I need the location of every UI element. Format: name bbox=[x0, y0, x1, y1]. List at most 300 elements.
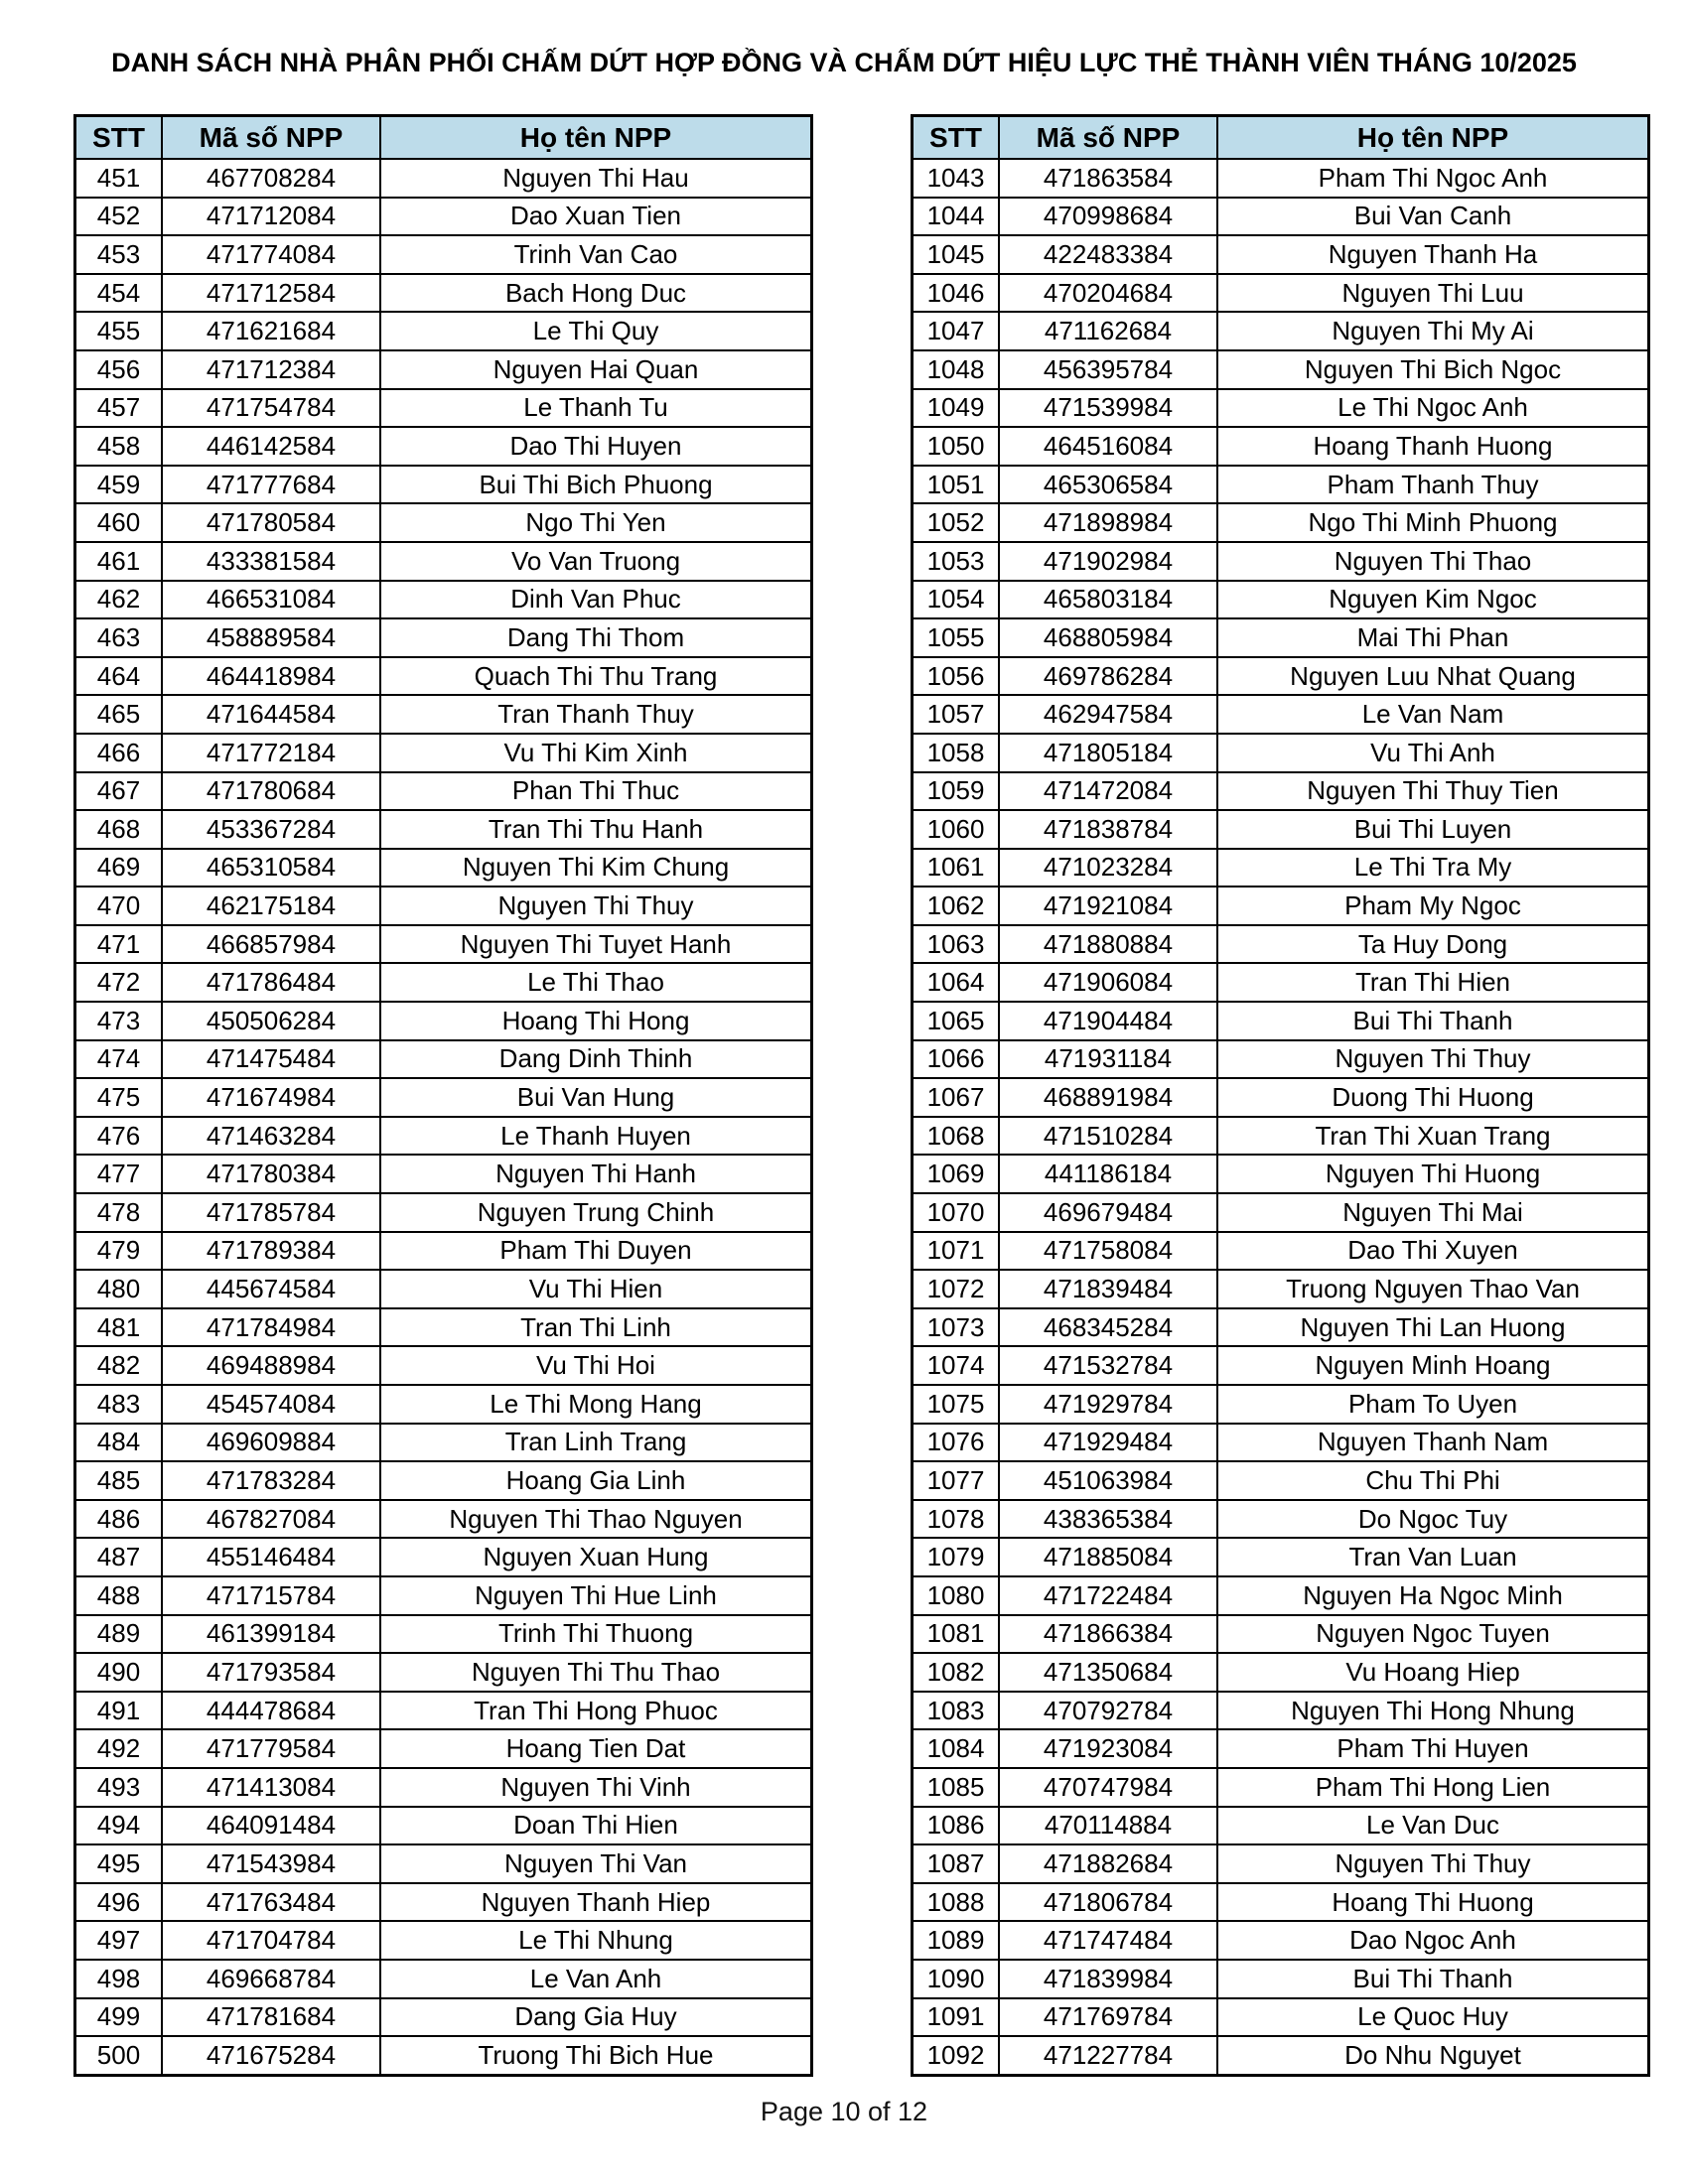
cell-ma-so-npp: 433381584 bbox=[162, 542, 380, 581]
cell-ma-so-npp: 471712084 bbox=[162, 198, 380, 236]
cell-stt: 1050 bbox=[913, 427, 1000, 466]
cell-ma-so-npp: 471674984 bbox=[162, 1078, 380, 1117]
cell-stt: 1059 bbox=[913, 772, 1000, 811]
cell-ho-ten-npp: Nguyen Thi Hanh bbox=[380, 1155, 812, 1193]
cell-ma-so-npp: 471863584 bbox=[999, 159, 1217, 198]
cell-ma-so-npp: 471621684 bbox=[162, 312, 380, 350]
cell-ho-ten-npp: Chu Thi Phi bbox=[1217, 1461, 1649, 1500]
cell-ho-ten-npp: Nguyen Thi Mai bbox=[1217, 1193, 1649, 1232]
cell-stt: 498 bbox=[75, 1960, 163, 1998]
table-row bbox=[913, 1998, 1649, 2037]
cell-ho-ten-npp: Bui Van Canh bbox=[1217, 198, 1649, 236]
cell-ma-so-npp: 471704784 bbox=[162, 1921, 380, 1960]
cell-stt: 1065 bbox=[913, 1002, 1000, 1040]
cell-ho-ten-npp: Nguyen Thi Vinh bbox=[380, 1768, 812, 1807]
page-number: Page 10 of 12 bbox=[760, 2097, 928, 2126]
cell-ma-so-npp: 471769784 bbox=[999, 1998, 1217, 2037]
table-row bbox=[913, 159, 1649, 198]
cell-ho-ten-npp: Pham My Ngoc bbox=[1217, 887, 1649, 925]
cell-ma-so-npp: 471785784 bbox=[162, 1193, 380, 1232]
table-body-left bbox=[75, 159, 812, 2075]
cell-ma-so-npp: 453367284 bbox=[162, 810, 380, 849]
cell-ho-ten-npp: Nguyen Thi Thao Nguyen bbox=[380, 1500, 812, 1539]
cell-ma-so-npp: 438365384 bbox=[999, 1500, 1217, 1539]
cell-ma-so-npp: 470792784 bbox=[999, 1692, 1217, 1730]
cell-stt: 1086 bbox=[913, 1807, 1000, 1845]
cell-stt: 1083 bbox=[913, 1692, 1000, 1730]
cell-ma-so-npp: 464516084 bbox=[999, 427, 1217, 466]
cell-stt: 1082 bbox=[913, 1653, 1000, 1692]
cell-ho-ten-npp: Doan Thi Hien bbox=[380, 1807, 812, 1845]
cell-stt: 1075 bbox=[913, 1385, 1000, 1424]
table-row bbox=[75, 1692, 812, 1730]
cell-ho-ten-npp: Pham Thi Ngoc Anh bbox=[1217, 159, 1649, 198]
table-row bbox=[75, 1921, 812, 1960]
cell-ho-ten-npp: Tran Thi Hong Phuoc bbox=[380, 1692, 812, 1730]
cell-ma-so-npp: 471715784 bbox=[162, 1576, 380, 1615]
cell-ma-so-npp: 470204684 bbox=[999, 274, 1217, 313]
cell-ma-so-npp: 446142584 bbox=[162, 427, 380, 466]
table-row bbox=[913, 198, 1649, 236]
cell-stt: 1043 bbox=[913, 159, 1000, 198]
cell-ho-ten-npp: Tran Thi Xuan Trang bbox=[1217, 1117, 1649, 1156]
cell-ma-so-npp: 470747984 bbox=[999, 1768, 1217, 1807]
cell-ho-ten-npp: Bui Thi Thanh bbox=[1217, 1960, 1649, 1998]
cell-stt: 475 bbox=[75, 1078, 163, 1117]
cell-ma-so-npp: 471539984 bbox=[999, 389, 1217, 428]
cell-ho-ten-npp: Do Ngoc Tuy bbox=[1217, 1500, 1649, 1539]
cell-ho-ten-npp: Nguyen Thi Thuy bbox=[1217, 1844, 1649, 1883]
cell-ma-so-npp: 471532784 bbox=[999, 1346, 1217, 1385]
cell-stt: 460 bbox=[75, 503, 163, 542]
table-row bbox=[913, 1921, 1649, 1960]
cell-ma-so-npp: 450506284 bbox=[162, 1002, 380, 1040]
cell-stt: 458 bbox=[75, 427, 163, 466]
table-row bbox=[913, 1461, 1649, 1500]
cell-ho-ten-npp: Do Nhu Nguyet bbox=[1217, 2036, 1649, 2075]
table-row bbox=[913, 1883, 1649, 1922]
cell-ma-so-npp: 471712384 bbox=[162, 350, 380, 389]
cell-ma-so-npp: 471838784 bbox=[999, 810, 1217, 849]
table-row bbox=[913, 618, 1649, 657]
cell-ma-so-npp: 471781684 bbox=[162, 1998, 380, 2037]
table-row bbox=[913, 1768, 1649, 1807]
cell-stt: 472 bbox=[75, 963, 163, 1002]
cell-ho-ten-npp: Dinh Van Phuc bbox=[380, 581, 812, 619]
cell-stt: 1055 bbox=[913, 618, 1000, 657]
table-row bbox=[75, 389, 812, 428]
cell-stt: 1085 bbox=[913, 1768, 1000, 1807]
table-row bbox=[75, 1385, 812, 1424]
table-row bbox=[913, 2036, 1649, 2075]
table-row bbox=[913, 772, 1649, 811]
cell-stt: 461 bbox=[75, 542, 163, 581]
cell-ho-ten-npp: Tran Van Luan bbox=[1217, 1538, 1649, 1576]
table-row bbox=[75, 734, 812, 772]
cell-ma-so-npp: 470114884 bbox=[999, 1807, 1217, 1845]
cell-ma-so-npp: 471712584 bbox=[162, 274, 380, 313]
cell-ho-ten-npp: Nguyen Thi Thuy Tien bbox=[1217, 772, 1649, 811]
cell-ma-so-npp: 455146484 bbox=[162, 1538, 380, 1576]
cell-ho-ten-npp: Nguyen Ha Ngoc Minh bbox=[1217, 1576, 1649, 1615]
cell-ho-ten-npp: Tran Linh Trang bbox=[380, 1424, 812, 1462]
cell-ma-so-npp: 468345284 bbox=[999, 1308, 1217, 1347]
table-row bbox=[75, 1270, 812, 1308]
cell-ho-ten-npp: Nguyen Thi Hau bbox=[380, 159, 812, 198]
cell-stt: 459 bbox=[75, 466, 163, 504]
cell-ho-ten-npp: Tran Thi Linh bbox=[380, 1308, 812, 1347]
cell-ma-so-npp: 466531084 bbox=[162, 581, 380, 619]
cell-stt: 1067 bbox=[913, 1078, 1000, 1117]
table-row bbox=[913, 235, 1649, 274]
table-row bbox=[75, 657, 812, 696]
table-row bbox=[75, 159, 812, 198]
table-row bbox=[913, 657, 1649, 696]
table-row bbox=[75, 1193, 812, 1232]
cell-stt: 478 bbox=[75, 1193, 163, 1232]
table-row bbox=[913, 1576, 1649, 1615]
table-row bbox=[75, 1078, 812, 1117]
cell-ho-ten-npp: Nguyen Xuan Hung bbox=[380, 1538, 812, 1576]
table-row bbox=[75, 1346, 812, 1385]
cell-stt: 462 bbox=[75, 581, 163, 619]
cell-ho-ten-npp: Dang Thi Thom bbox=[380, 618, 812, 657]
cell-ma-so-npp: 471783284 bbox=[162, 1461, 380, 1500]
cell-stt: 1053 bbox=[913, 542, 1000, 581]
cell-ma-so-npp: 451063984 bbox=[999, 1461, 1217, 1500]
cell-ma-so-npp: 462947584 bbox=[999, 695, 1217, 734]
cell-ma-so-npp: 471763484 bbox=[162, 1883, 380, 1922]
cell-ho-ten-npp: Nguyen Thi Thuy bbox=[380, 887, 812, 925]
cell-stt: 1078 bbox=[913, 1500, 1000, 1539]
cell-ma-so-npp: 471866384 bbox=[999, 1615, 1217, 1654]
table-row bbox=[75, 772, 812, 811]
cell-ma-so-npp: 471475484 bbox=[162, 1040, 380, 1079]
cell-ho-ten-npp: Pham Thi Hong Lien bbox=[1217, 1768, 1649, 1807]
table-row bbox=[913, 810, 1649, 849]
cell-ma-so-npp: 471929484 bbox=[999, 1424, 1217, 1462]
cell-ho-ten-npp: Nguyen Kim Ngoc bbox=[1217, 581, 1649, 619]
cell-ho-ten-npp: Nguyen Thi My Ai bbox=[1217, 312, 1649, 350]
cell-ma-so-npp: 471929784 bbox=[999, 1385, 1217, 1424]
cell-ma-so-npp: 445674584 bbox=[162, 1270, 380, 1308]
cell-ma-so-npp: 461399184 bbox=[162, 1615, 380, 1654]
cell-ma-so-npp: 469679484 bbox=[999, 1193, 1217, 1232]
cell-stt: 454 bbox=[75, 274, 163, 313]
cell-stt: 464 bbox=[75, 657, 163, 696]
cell-stt: 470 bbox=[75, 887, 163, 925]
table-row bbox=[913, 1078, 1649, 1117]
cell-ho-ten-npp: Dao Thi Xuyen bbox=[1217, 1232, 1649, 1271]
cell-stt: 465 bbox=[75, 695, 163, 734]
cell-ma-so-npp: 471931184 bbox=[999, 1040, 1217, 1079]
cell-ho-ten-npp: Nguyen Thi Van bbox=[380, 1844, 812, 1883]
table-row bbox=[75, 466, 812, 504]
table-row bbox=[75, 1538, 812, 1576]
cell-stt: 1070 bbox=[913, 1193, 1000, 1232]
cell-ma-so-npp: 465803184 bbox=[999, 581, 1217, 619]
cell-ho-ten-npp: Nguyen Thi Hue Linh bbox=[380, 1576, 812, 1615]
cell-ma-so-npp: 471779584 bbox=[162, 1729, 380, 1768]
cell-ho-ten-npp: Nguyen Thi Thu Thao bbox=[380, 1653, 812, 1692]
cell-stt: 1080 bbox=[913, 1576, 1000, 1615]
page-title: DANH SÁCH NHÀ PHÂN PHỐI CHẤM DỨT HỢP ĐỒNG VÀ CHẤM DỨT HIỆU LỰC THẺ THÀNH VIÊN THÁNG 10/2025 bbox=[111, 48, 1577, 77]
table-row bbox=[913, 427, 1649, 466]
cell-ho-ten-npp: Pham To Uyen bbox=[1217, 1385, 1649, 1424]
cell-ho-ten-npp: Ta Huy Dong bbox=[1217, 925, 1649, 964]
cell-ho-ten-npp: Nguyen Minh Hoang bbox=[1217, 1346, 1649, 1385]
cell-ma-so-npp: 468805984 bbox=[999, 618, 1217, 657]
cell-ho-ten-npp: Vu Thi Hien bbox=[380, 1270, 812, 1308]
header-row bbox=[913, 116, 1649, 160]
cell-ma-so-npp: 469668784 bbox=[162, 1960, 380, 1998]
table-row bbox=[75, 542, 812, 581]
cell-stt: 1077 bbox=[913, 1461, 1000, 1500]
table-row bbox=[913, 1615, 1649, 1654]
cell-ho-ten-npp: Le Thanh Huyen bbox=[380, 1117, 812, 1156]
table-row bbox=[75, 198, 812, 236]
table-row bbox=[75, 849, 812, 887]
cell-ma-so-npp: 471880884 bbox=[999, 925, 1217, 964]
cell-ma-so-npp: 462175184 bbox=[162, 887, 380, 925]
cell-stt: 1062 bbox=[913, 887, 1000, 925]
table-row bbox=[913, 1729, 1649, 1768]
cell-ho-ten-npp: Nguyen Trung Chinh bbox=[380, 1193, 812, 1232]
table-row bbox=[75, 1807, 812, 1845]
cell-ho-ten-npp: Nguyen Thi Huong bbox=[1217, 1155, 1649, 1193]
cell-ho-ten-npp: Le Van Nam bbox=[1217, 695, 1649, 734]
cell-stt: 500 bbox=[75, 2036, 163, 2075]
cell-ho-ten-npp: Hoang Thanh Huong bbox=[1217, 427, 1649, 466]
cell-ma-so-npp: 441186184 bbox=[999, 1155, 1217, 1193]
cell-ho-ten-npp: Vu Thi Kim Xinh bbox=[380, 734, 812, 772]
table-row bbox=[75, 1117, 812, 1156]
table-row bbox=[75, 887, 812, 925]
cell-ho-ten-npp: Bui Thi Thanh bbox=[1217, 1002, 1649, 1040]
cell-ho-ten-npp: Le Thanh Tu bbox=[380, 389, 812, 428]
cell-ho-ten-npp: Vo Van Truong bbox=[380, 542, 812, 581]
cell-stt: 488 bbox=[75, 1576, 163, 1615]
cell-ho-ten-npp: Dao Thi Huyen bbox=[380, 427, 812, 466]
table-row bbox=[913, 1653, 1649, 1692]
cell-ho-ten-npp: Vu Thi Anh bbox=[1217, 734, 1649, 772]
cell-stt: 1058 bbox=[913, 734, 1000, 772]
cell-stt: 477 bbox=[75, 1155, 163, 1193]
table-row bbox=[913, 963, 1649, 1002]
table-row bbox=[913, 1500, 1649, 1539]
table-row bbox=[75, 1002, 812, 1040]
cell-stt: 1061 bbox=[913, 849, 1000, 887]
cell-ma-so-npp: 471789384 bbox=[162, 1232, 380, 1271]
cell-stt: 473 bbox=[75, 1002, 163, 1040]
header-row bbox=[75, 116, 812, 160]
cell-stt: 1044 bbox=[913, 198, 1000, 236]
cell-ma-so-npp: 471882684 bbox=[999, 1844, 1217, 1883]
cell-stt: 1048 bbox=[913, 350, 1000, 389]
cell-ho-ten-npp: Nguyen Thanh Nam bbox=[1217, 1424, 1649, 1462]
cell-ma-so-npp: 471644584 bbox=[162, 695, 380, 734]
table-row bbox=[913, 542, 1649, 581]
cell-ma-so-npp: 469786284 bbox=[999, 657, 1217, 696]
cell-ho-ten-npp: Truong Nguyen Thao Van bbox=[1217, 1270, 1649, 1308]
cell-stt: 1064 bbox=[913, 963, 1000, 1002]
cell-ma-so-npp: 471921084 bbox=[999, 887, 1217, 925]
cell-ho-ten-npp: Ngo Thi Yen bbox=[380, 503, 812, 542]
cell-ho-ten-npp: Tran Thi Hien bbox=[1217, 963, 1649, 1002]
cell-ma-so-npp: 471806784 bbox=[999, 1883, 1217, 1922]
cell-ho-ten-npp: Nguyen Thi Bich Ngoc bbox=[1217, 350, 1649, 389]
cell-stt: 1068 bbox=[913, 1117, 1000, 1156]
cell-stt: 453 bbox=[75, 235, 163, 274]
cell-ho-ten-npp: Pham Thi Huyen bbox=[1217, 1729, 1649, 1768]
cell-ho-ten-npp: Dang Dinh Thinh bbox=[380, 1040, 812, 1079]
cell-stt: 493 bbox=[75, 1768, 163, 1807]
cell-ho-ten-npp: Le Quoc Huy bbox=[1217, 1998, 1649, 2037]
table-row bbox=[75, 1232, 812, 1271]
column-header-ho-ten-npp: Họ tên NPP bbox=[380, 116, 812, 160]
table-row bbox=[75, 1500, 812, 1539]
table-header bbox=[75, 116, 812, 160]
cell-stt: 1089 bbox=[913, 1921, 1000, 1960]
table-row bbox=[75, 350, 812, 389]
cell-ma-so-npp: 456395784 bbox=[999, 350, 1217, 389]
cell-ho-ten-npp: Vu Hoang Hiep bbox=[1217, 1653, 1649, 1692]
cell-stt: 1084 bbox=[913, 1729, 1000, 1768]
cell-stt: 467 bbox=[75, 772, 163, 811]
cell-ho-ten-npp: Tran Thi Thu Hanh bbox=[380, 810, 812, 849]
cell-ho-ten-npp: Nguyen Thi Thao bbox=[1217, 542, 1649, 581]
cell-ma-so-npp: 444478684 bbox=[162, 1692, 380, 1730]
cell-ho-ten-npp: Le Van Anh bbox=[380, 1960, 812, 1998]
cell-stt: 480 bbox=[75, 1270, 163, 1308]
table-row bbox=[913, 925, 1649, 964]
cell-ho-ten-npp: Nguyen Thanh Hiep bbox=[380, 1883, 812, 1922]
cell-stt: 1057 bbox=[913, 695, 1000, 734]
cell-stt: 484 bbox=[75, 1424, 163, 1462]
table-row bbox=[913, 1844, 1649, 1883]
cell-stt: 468 bbox=[75, 810, 163, 849]
table-row bbox=[913, 312, 1649, 350]
table-row bbox=[913, 1424, 1649, 1462]
cell-ho-ten-npp: Phan Thi Thuc bbox=[380, 772, 812, 811]
cell-ho-ten-npp: Le Thi Tra My bbox=[1217, 849, 1649, 887]
cell-ma-so-npp: 471463284 bbox=[162, 1117, 380, 1156]
table-row bbox=[913, 389, 1649, 428]
cell-stt: 1090 bbox=[913, 1960, 1000, 1998]
cell-ma-so-npp: 471906084 bbox=[999, 963, 1217, 1002]
cell-ho-ten-npp: Ngo Thi Minh Phuong bbox=[1217, 503, 1649, 542]
cell-ma-so-npp: 471722484 bbox=[999, 1576, 1217, 1615]
table-row bbox=[913, 887, 1649, 925]
cell-stt: 1063 bbox=[913, 925, 1000, 964]
cell-ho-ten-npp: Nguyen Luu Nhat Quang bbox=[1217, 657, 1649, 696]
cell-ma-so-npp: 422483384 bbox=[999, 235, 1217, 274]
cell-stt: 469 bbox=[75, 849, 163, 887]
table-row bbox=[75, 618, 812, 657]
cell-ho-ten-npp: Nguyen Hai Quan bbox=[380, 350, 812, 389]
table-row bbox=[75, 925, 812, 964]
cell-stt: 495 bbox=[75, 1844, 163, 1883]
cell-ma-so-npp: 467827084 bbox=[162, 1500, 380, 1539]
cell-ho-ten-npp: Dao Xuan Tien bbox=[380, 198, 812, 236]
cell-ho-ten-npp: Bui Thi Luyen bbox=[1217, 810, 1649, 849]
cell-ma-so-npp: 471777684 bbox=[162, 466, 380, 504]
table-row bbox=[75, 1461, 812, 1500]
cell-ma-so-npp: 458889584 bbox=[162, 618, 380, 657]
cell-ho-ten-npp: Le Thi Mong Hang bbox=[380, 1385, 812, 1424]
cell-ho-ten-npp: Trinh Van Cao bbox=[380, 235, 812, 274]
cell-stt: 496 bbox=[75, 1883, 163, 1922]
cell-ho-ten-npp: Hoang Thi Huong bbox=[1217, 1883, 1649, 1922]
cell-stt: 1052 bbox=[913, 503, 1000, 542]
table-row bbox=[75, 1155, 812, 1193]
cell-stt: 1079 bbox=[913, 1538, 1000, 1576]
table-row bbox=[75, 810, 812, 849]
cell-stt: 1046 bbox=[913, 274, 1000, 313]
table-row bbox=[913, 1040, 1649, 1079]
cell-stt: 452 bbox=[75, 198, 163, 236]
table-row bbox=[913, 581, 1649, 619]
cell-stt: 490 bbox=[75, 1653, 163, 1692]
cell-stt: 1045 bbox=[913, 235, 1000, 274]
cell-stt: 1066 bbox=[913, 1040, 1000, 1079]
cell-ho-ten-npp: Le Thi Quy bbox=[380, 312, 812, 350]
cell-ho-ten-npp: Bui Thi Bich Phuong bbox=[380, 466, 812, 504]
cell-ho-ten-npp: Nguyen Thanh Ha bbox=[1217, 235, 1649, 274]
cell-stt: 1054 bbox=[913, 581, 1000, 619]
table-row bbox=[75, 581, 812, 619]
cell-ma-so-npp: 464091484 bbox=[162, 1807, 380, 1845]
cell-ma-so-npp: 471772184 bbox=[162, 734, 380, 772]
table-row bbox=[913, 1232, 1649, 1271]
column-header-ho-ten-npp: Họ tên NPP bbox=[1217, 116, 1649, 160]
cell-stt: 1087 bbox=[913, 1844, 1000, 1883]
cell-ma-so-npp: 468891984 bbox=[999, 1078, 1217, 1117]
cell-stt: 1073 bbox=[913, 1308, 1000, 1347]
cell-ma-so-npp: 471413084 bbox=[162, 1768, 380, 1807]
cell-stt: 485 bbox=[75, 1461, 163, 1500]
cell-ho-ten-npp: Nguyen Ngoc Tuyen bbox=[1217, 1615, 1649, 1654]
cell-stt: 497 bbox=[75, 1921, 163, 1960]
cell-stt: 463 bbox=[75, 618, 163, 657]
cell-stt: 489 bbox=[75, 1615, 163, 1654]
cell-ma-so-npp: 471839984 bbox=[999, 1960, 1217, 1998]
cell-ma-so-npp: 471902984 bbox=[999, 542, 1217, 581]
cell-stt: 455 bbox=[75, 312, 163, 350]
cell-stt: 1060 bbox=[913, 810, 1000, 849]
cell-stt: 466 bbox=[75, 734, 163, 772]
cell-ho-ten-npp: Le Thi Nhung bbox=[380, 1921, 812, 1960]
cell-ho-ten-npp: Duong Thi Huong bbox=[1217, 1078, 1649, 1117]
cell-ma-so-npp: 471839484 bbox=[999, 1270, 1217, 1308]
cell-ma-so-npp: 471923084 bbox=[999, 1729, 1217, 1768]
cell-ma-so-npp: 471472084 bbox=[999, 772, 1217, 811]
cell-stt: 1074 bbox=[913, 1346, 1000, 1385]
cell-ma-so-npp: 466857984 bbox=[162, 925, 380, 964]
cell-ma-so-npp: 471350684 bbox=[999, 1653, 1217, 1692]
cell-ma-so-npp: 471805184 bbox=[999, 734, 1217, 772]
cell-ma-so-npp: 467708284 bbox=[162, 159, 380, 198]
table-row bbox=[913, 1270, 1649, 1308]
cell-ho-ten-npp: Hoang Thi Hong bbox=[380, 1002, 812, 1040]
cell-ho-ten-npp: Bach Hong Duc bbox=[380, 274, 812, 313]
cell-stt: 1047 bbox=[913, 312, 1000, 350]
table-row bbox=[913, 1960, 1649, 1998]
cell-ho-ten-npp: Nguyen Thi Luu bbox=[1217, 274, 1649, 313]
column-header-ma-so-npp: Mã số NPP bbox=[162, 116, 380, 160]
table-row bbox=[913, 350, 1649, 389]
cell-ma-so-npp: 471786484 bbox=[162, 963, 380, 1002]
